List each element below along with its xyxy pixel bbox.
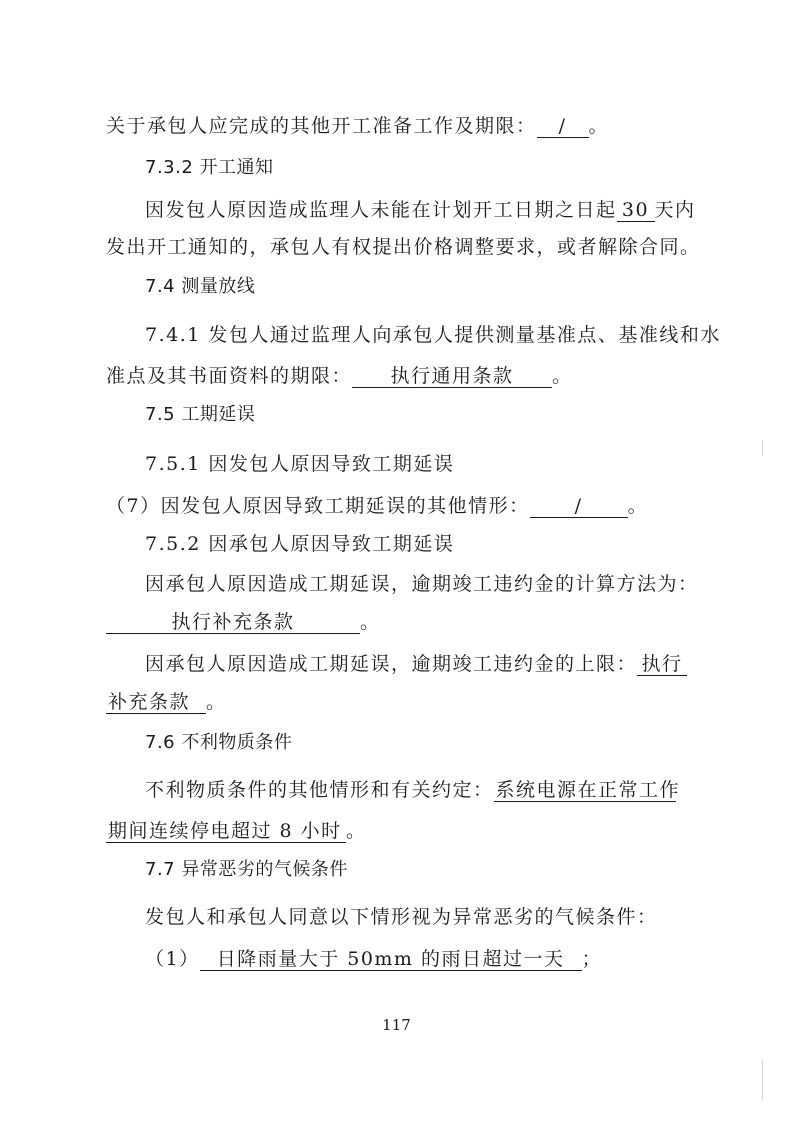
fill-in-value: 执行通用条款: [352, 365, 552, 388]
fill-in-value: /: [530, 495, 628, 518]
clause-text-line: 因承包人原因造成工期延误，逾期竣工违约金的计算方法为：: [145, 573, 699, 595]
section-heading-7-5-1: 7.5.1 因发包人原因导致工期延误: [145, 453, 455, 475]
clause-text: 关于承包人应完成的其他开工准备工作及期限：: [106, 115, 537, 137]
section-heading-7-3-2: 7.3.2 开工通知: [145, 157, 274, 178]
clause-punctuation: 。: [588, 115, 610, 137]
clause-weather-item-1: [145, 947, 602, 971]
clause-text: （7）因发包人原因导致工期延误的其他情形：: [106, 495, 530, 517]
clause-punctuation: 。: [552, 365, 573, 387]
clause-punctuation: ；: [581, 948, 603, 970]
fill-in-value: 期间连续停电超过 8 小时: [106, 820, 346, 843]
section-heading-7-5: 7.5 工期延误: [145, 404, 256, 425]
clause-text: 因发包人原因造成监理人未能在计划开工日期之日起: [145, 199, 617, 221]
clause-adverse-conditions-cont: [106, 819, 367, 843]
clause-text: 因承包人原因造成工期延误，逾期竣工违约金的上限：: [145, 653, 638, 675]
clause-punctuation: 。: [627, 495, 649, 517]
clause-punctuation: 。: [360, 611, 381, 633]
fill-in-value: 补充条款: [106, 691, 206, 714]
clause-start-preparation: [106, 114, 609, 138]
fill-in-value: 执行补充条款: [106, 611, 360, 634]
scan-edge-mark: [762, 1060, 763, 1100]
section-heading-7-4: 7.4 测量放线: [145, 276, 256, 297]
fill-in-value: 执行: [637, 653, 687, 676]
clause-text: 准点及其书面资料的期限：: [106, 365, 353, 387]
clause-text-line: 发出开工通知的，承包人有权提出价格调整要求，或者解除合同。: [106, 236, 701, 258]
fill-in-value: 系统电源在正常工作: [495, 779, 681, 801]
clause-text: 不利物质条件的其他情形和有关约定：: [145, 779, 494, 801]
clause-survey-deadline: [106, 364, 573, 388]
clause-text-line: 发包人和承包人同意以下情形视为异常恶劣的气候条件：: [145, 906, 658, 928]
scan-edge-mark: [762, 440, 763, 456]
clause-liquidated-damages-method: [106, 610, 381, 634]
clause-other-delay: [106, 494, 648, 518]
clause-start-notice: [145, 198, 696, 222]
section-heading-7-6: 7.6 不利物质条件: [145, 732, 293, 753]
fill-in-value: /: [537, 115, 589, 138]
list-marker: （1）: [145, 948, 200, 970]
page-number: 117: [382, 1016, 411, 1034]
clause-text-line: 7.4.1 发包人通过监理人向承包人提供测量基准点、基准线和水: [145, 324, 721, 346]
clause-punctuation: 。: [346, 820, 367, 842]
clause-adverse-conditions: [145, 778, 681, 802]
clause-text: 天内: [654, 199, 696, 221]
fill-in-value: 日降雨量大于 50mm 的雨日超过一天: [200, 948, 582, 971]
clause-liquidated-damages-cap-cont: [106, 690, 227, 714]
clause-liquidated-damages-cap: [145, 652, 687, 676]
fill-in-value: 30: [617, 199, 655, 222]
section-heading-7-5-2: 7.5.2 因承包人原因导致工期延误: [145, 533, 455, 555]
section-heading-7-7: 7.7 异常恶劣的气候条件: [145, 859, 348, 880]
clause-punctuation: 。: [206, 691, 227, 713]
